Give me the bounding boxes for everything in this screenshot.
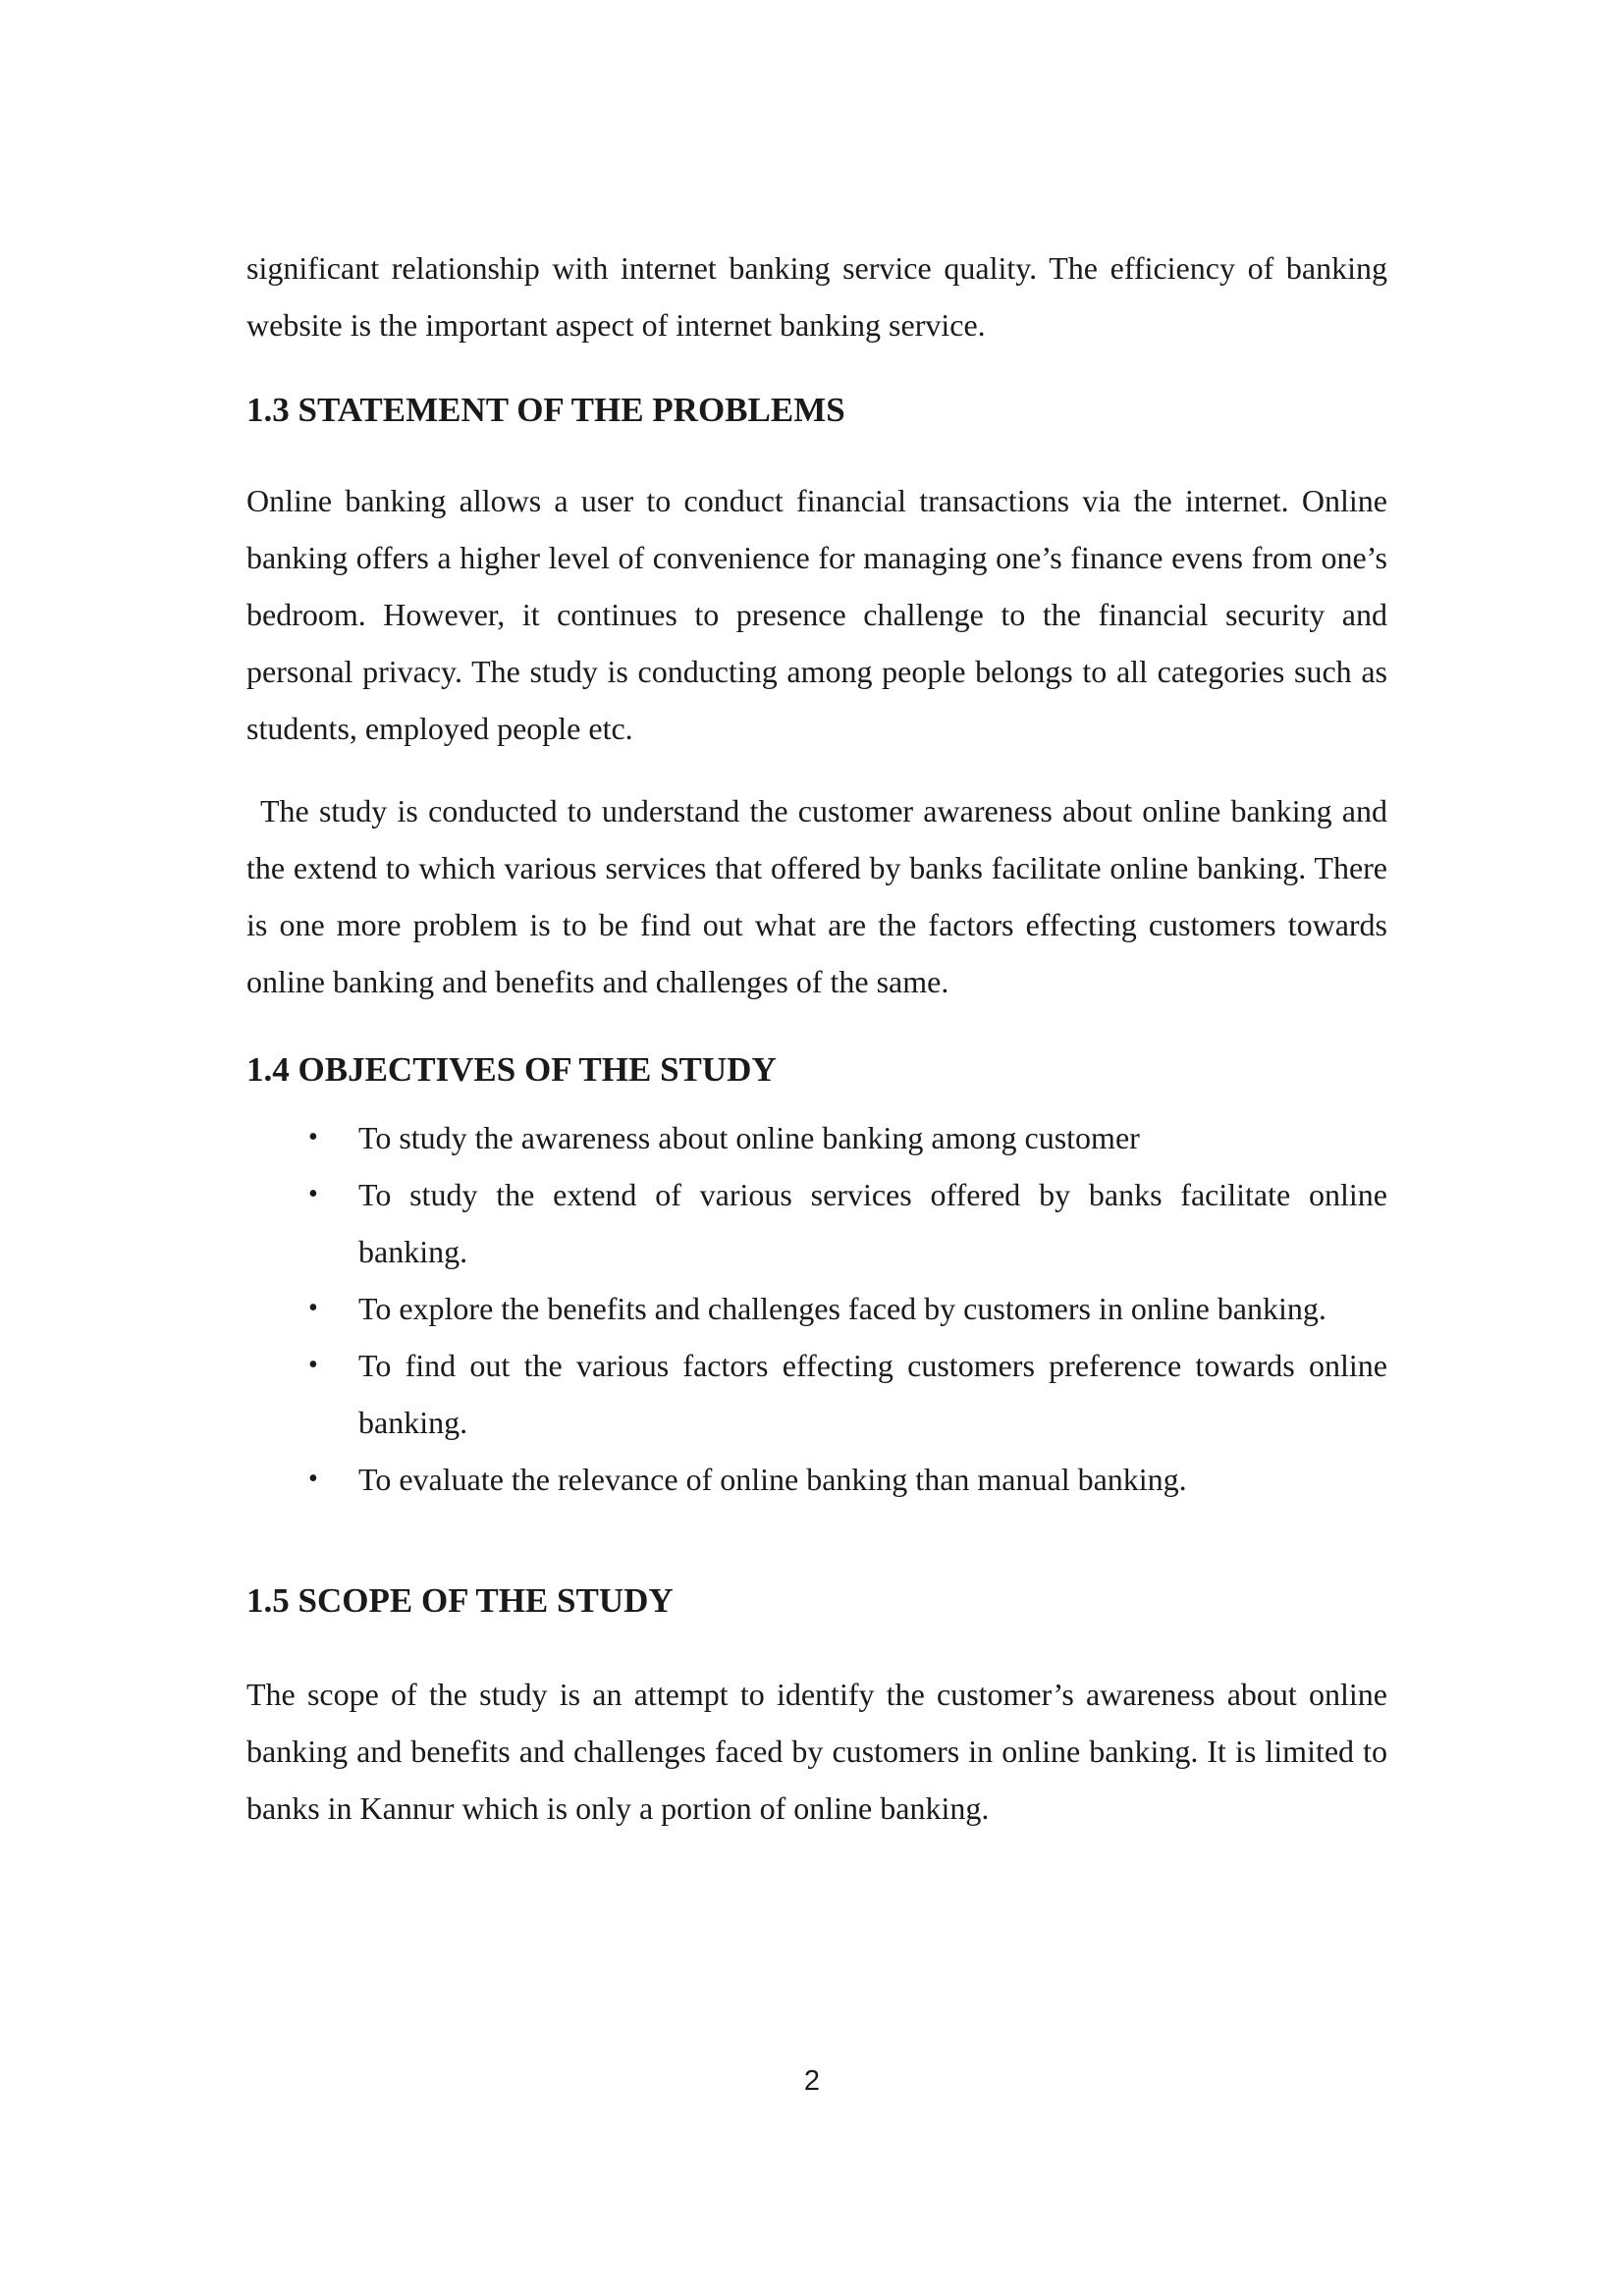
bullet-icon: • — [308, 1179, 318, 1209]
page-number: 2 — [803, 2065, 821, 2097]
bullet-icon: • — [308, 1350, 318, 1380]
objective-text: To find out the various factors effecting customers preference towards online banking. — [358, 1348, 1387, 1440]
bullet-icon: • — [308, 1464, 318, 1494]
problem-paragraph-2: The study is conducted to understand the customer awareness about online banking and the extend to which various services that offered by banks facilitate online banking. There is one more problem is to be find out what are the factors effecting customers towards online banking and benefits and challenges of the same. — [246, 793, 1387, 999]
bullet-icon: • — [308, 1122, 318, 1152]
list-item — [246, 1166, 1387, 1280]
list-item — [246, 1451, 1387, 1508]
heading-scope: 1.5 SCOPE OF THE STUDY — [246, 1581, 674, 1620]
heading-statement-of-problems: 1.3 STATEMENT OF THE PROBLEMS — [246, 391, 845, 429]
objective-text: To explore the benefits and challenges faced by customers in online banking. — [358, 1291, 1326, 1326]
intro-paragraph: significant relationship with internet banking service quality. The efficiency of banking website is the important aspect of internet banking service. — [246, 250, 1387, 343]
heading-objectives: 1.4 OBJECTIVES OF THE STUDY — [246, 1050, 777, 1089]
list-item — [246, 1109, 1387, 1166]
objective-text: To study the extend of various services offered by banks facilitate online banking. — [358, 1177, 1387, 1269]
problem-paragraph-1: Online banking allows a user to conduct financial transactions via the internet. Online banking offers a higher level of convenience for managing one’s finance evens from one’s bedroom. However, it continues to presence challenge to the financial security and personal privacy. The study is conducting among people belongs to all categories such as students, employed people etc. — [246, 483, 1387, 746]
list-item — [246, 1337, 1387, 1451]
scope-paragraph: The scope of the study is an attempt to identify the customer’s awareness about online banking and benefits and challenges faced by customers in online banking. It is limited to banks in Kannur which is only a portion of online banking. — [246, 1677, 1387, 1826]
objective-text: To study the awareness about online banking among customer — [358, 1120, 1140, 1155]
bullet-icon: • — [308, 1293, 318, 1323]
objectives-list — [246, 1109, 1387, 1508]
objective-text: To evaluate the relevance of online banking than manual banking. — [358, 1462, 1187, 1497]
list-item — [246, 1280, 1387, 1337]
